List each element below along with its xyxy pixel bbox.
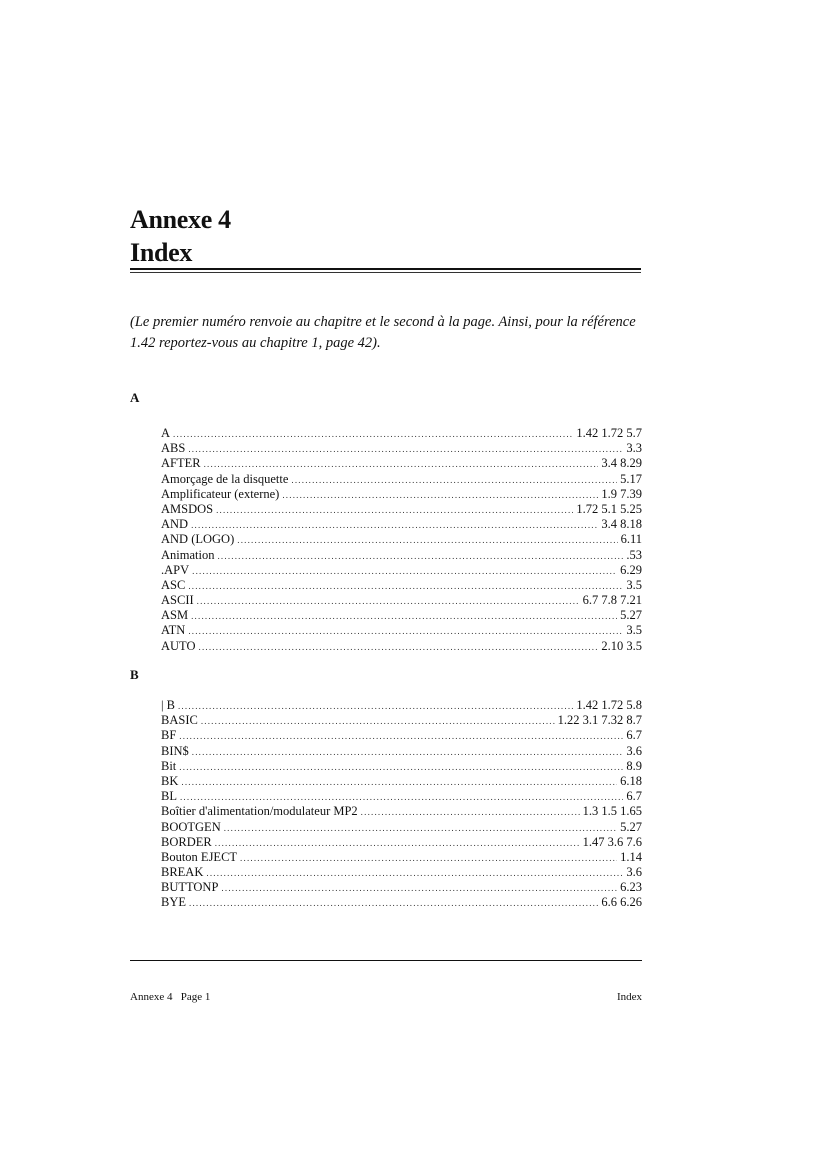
index-entry [161, 744, 642, 759]
index-page-refs: 1.72 5.1 5.25 [576, 501, 642, 516]
index-entry [161, 578, 642, 593]
dot-leader [188, 579, 623, 594]
dot-leader [240, 851, 617, 866]
index-term: BK [161, 773, 179, 788]
index-entry [161, 713, 642, 728]
index-page-refs: 3.4 8.18 [601, 517, 642, 532]
index-page-refs: 1.42 1.72 5.8 [576, 698, 642, 712]
index-term: Amplificateur (externe) [161, 486, 280, 501]
index-term: Boîtier d'alimentation/modulateur MP2 [161, 804, 358, 819]
index-entry [161, 502, 642, 517]
index-page-refs: 5.27 [620, 608, 642, 623]
index-page-refs: 6.7 7.8 7.21 [582, 593, 642, 608]
dot-leader [237, 533, 617, 548]
index-term: ABS [161, 441, 186, 456]
index-term: Bit [161, 758, 177, 773]
index-page-refs: 6.7 [626, 789, 642, 804]
dot-leader [188, 624, 623, 639]
page-title [130, 203, 231, 269]
index-entry [161, 608, 642, 623]
dot-leader [204, 457, 599, 472]
dot-leader [181, 775, 617, 790]
index-page-refs: 1.3 1.5 1.65 [582, 804, 642, 819]
index-entry [161, 835, 642, 850]
dot-leader [215, 836, 580, 851]
index-page-refs: 3.6 [626, 743, 642, 758]
index-entry [161, 639, 642, 654]
footer-section-label: Index [616, 991, 642, 1003]
dot-leader [199, 640, 599, 655]
index-section-b [161, 698, 642, 911]
index-page-refs: 8.9 [626, 758, 642, 773]
index-page-refs: 6.6 6.26 [601, 895, 642, 910]
index-term: AND [161, 517, 189, 532]
index-page-refs: 1.47 3.6 7.6 [582, 834, 642, 849]
index-term: BF [161, 728, 177, 743]
dot-leader [216, 503, 573, 518]
index-entry [161, 532, 642, 547]
index-page-refs: 3.5 [626, 623, 642, 638]
title-annexe: Annexe 4 [130, 205, 231, 234]
dot-leader [188, 442, 623, 457]
dot-leader [191, 518, 598, 533]
section-letter-a: A [130, 390, 140, 405]
dot-leader [179, 729, 623, 744]
index-term: BORDER [161, 834, 212, 849]
index-entry [161, 698, 642, 713]
index-page-refs: 6.11 [620, 532, 642, 547]
index-entry [161, 728, 642, 743]
index-entry [161, 456, 642, 471]
dot-leader [221, 881, 617, 896]
dot-leader [173, 427, 573, 442]
index-entry [161, 774, 642, 789]
index-page-refs: 1.14 [620, 849, 642, 864]
dot-leader [282, 488, 598, 503]
title-divider [130, 268, 641, 274]
index-page-refs: 6.18 [620, 773, 642, 788]
index-entry [161, 865, 642, 880]
index-term: ASC [161, 577, 186, 592]
index-entry [161, 820, 642, 835]
index-term: BYE [161, 895, 186, 910]
dot-leader [291, 473, 617, 488]
divider-thin-line [130, 272, 641, 273]
index-entry [161, 850, 642, 865]
dot-leader [197, 594, 580, 609]
index-entry [161, 623, 642, 638]
dot-leader [224, 821, 617, 836]
index-page-refs: 6.29 [620, 562, 642, 577]
dot-leader [179, 760, 623, 775]
index-page-refs: 2.10 3.5 [601, 638, 642, 653]
index-term: Animation [161, 547, 215, 562]
index-entry [161, 472, 642, 487]
index-entry [161, 804, 642, 819]
index-page-refs: 1.9 7.39 [601, 486, 642, 501]
index-term: .APV [161, 562, 190, 577]
intro-note: (Le premier numéro renvoie au chapitre et le second à la page. Ainsi, pour la référence 1.42 reportez-vous au chapitre 1, page 42). [130, 314, 636, 351]
index-term: ASCII [161, 593, 194, 608]
index-term: ASM [161, 608, 189, 623]
dot-leader [189, 896, 598, 911]
index-page-refs: 1.42 1.72 5.7 [576, 426, 642, 440]
index-term: AUTO [161, 638, 196, 653]
index-term: Amorçage de la disquette [161, 471, 289, 486]
index-term: BREAK [161, 865, 204, 880]
divider-thick-line [130, 268, 641, 270]
dot-leader [206, 866, 623, 881]
index-term: | B [161, 698, 175, 712]
index-page-refs: 5.27 [620, 819, 642, 834]
index-page-refs: 3.3 [626, 441, 642, 456]
dot-leader [217, 549, 623, 564]
index-term: BOOTGEN [161, 819, 221, 834]
dot-leader [192, 564, 617, 579]
dot-leader [191, 609, 617, 624]
index-page-refs: 3.5 [626, 577, 642, 592]
index-term: BASIC [161, 713, 198, 728]
index-term: BL [161, 789, 177, 804]
index-page-refs: 5.17 [620, 471, 642, 486]
index-page-refs: 6.7 [626, 728, 642, 743]
index-entry [161, 517, 642, 532]
dot-leader [178, 699, 573, 714]
index-entry [161, 426, 642, 441]
dot-leader [192, 745, 624, 760]
index-term: AMSDOS [161, 501, 214, 516]
index-entry [161, 789, 642, 804]
footer-page-label: Annexe 4 Page 1 [130, 991, 211, 1003]
index-term: A [161, 426, 171, 440]
index-term: BIN$ [161, 743, 189, 758]
index-term: AFTER [161, 456, 201, 471]
index-page-refs: 1.22 3.1 7.32 8.7 [557, 713, 642, 728]
index-section-a [161, 426, 642, 654]
index-entry [161, 880, 642, 895]
index-page-refs: 6.23 [620, 880, 642, 895]
dot-leader [180, 790, 623, 805]
index-entry [161, 895, 642, 910]
footer-divider [130, 960, 642, 961]
index-term: ATN [161, 623, 186, 638]
index-term: Bouton EJECT [161, 849, 238, 864]
index-entry [161, 593, 642, 608]
index-entry [161, 548, 642, 563]
index-entry [161, 759, 642, 774]
index-entry [161, 487, 642, 502]
index-page-refs: 3.4 8.29 [601, 456, 642, 471]
dot-leader [361, 805, 580, 820]
index-term: BUTTONP [161, 880, 219, 895]
dot-leader [201, 714, 555, 729]
index-page-refs: .53 [626, 547, 642, 562]
title-index: Index [130, 238, 193, 267]
index-page-refs: 3.6 [626, 865, 642, 880]
index-term: AND (LOGO) [161, 532, 235, 547]
index-entry [161, 563, 642, 578]
index-entry [161, 441, 642, 456]
section-letter-b: B [130, 667, 139, 682]
